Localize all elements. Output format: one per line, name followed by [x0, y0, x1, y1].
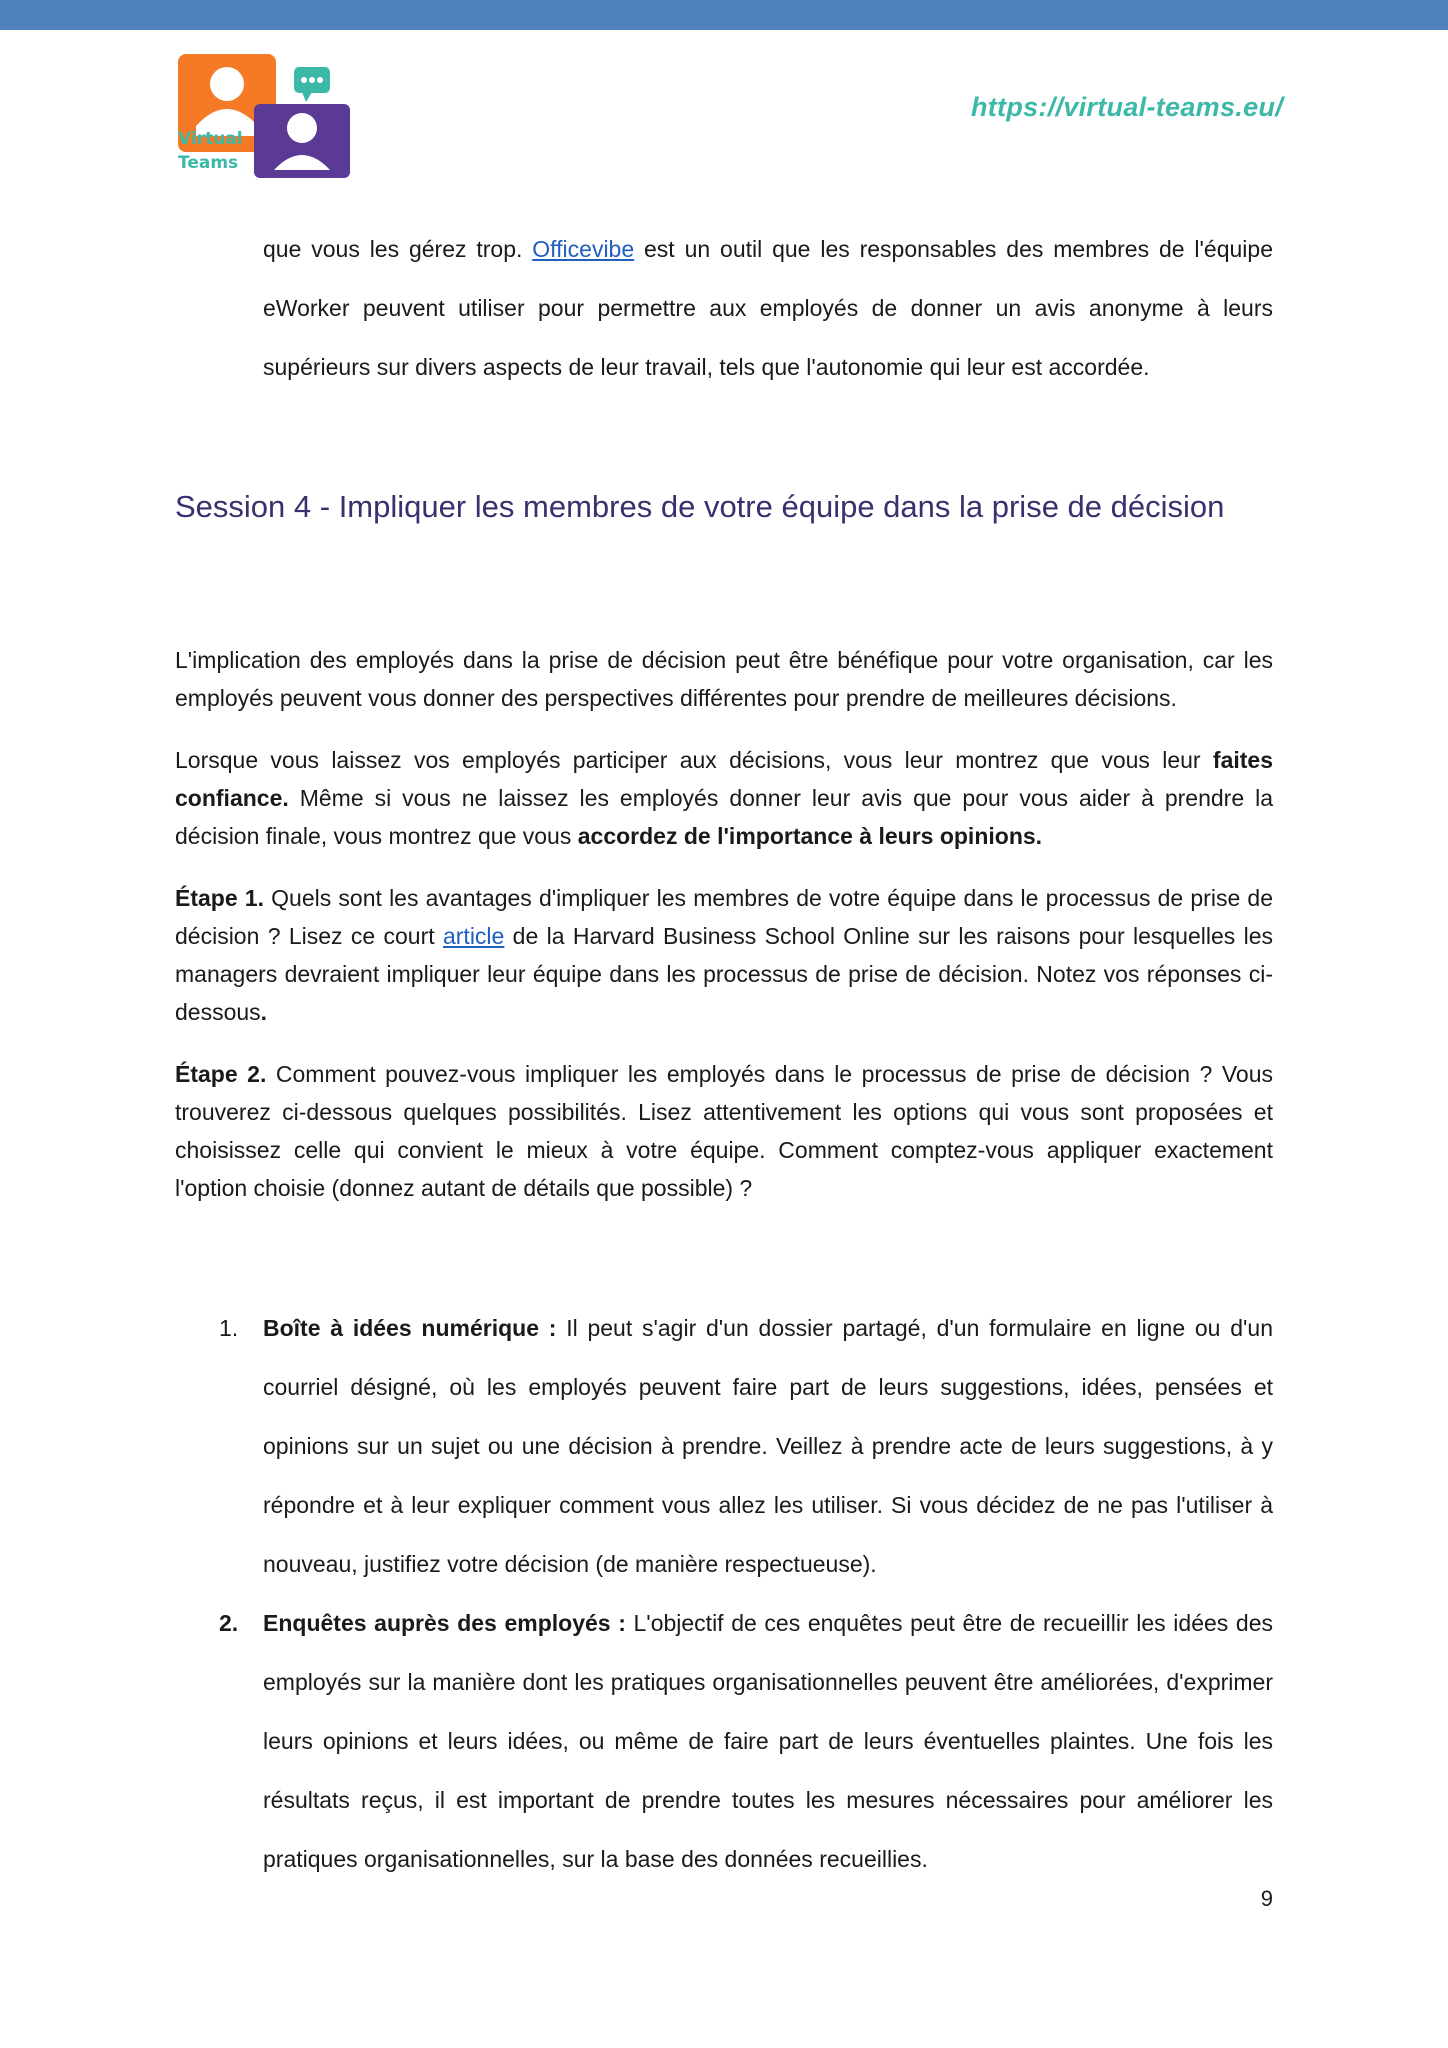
options-list — [175, 1299, 1273, 1889]
logo-text-virtual: Virtual — [178, 129, 243, 149]
list-item-title: Boîte à idées numérique : — [263, 1315, 557, 1341]
virtual-teams-logo — [176, 52, 352, 180]
list-item-title: Enquêtes auprès des employés : — [263, 1610, 626, 1636]
officevibe-link[interactable]: Officevibe — [532, 236, 635, 262]
logo-text-teams: Teams — [178, 153, 239, 173]
list-item-number: 1. — [219, 1315, 239, 1341]
site-url[interactable]: https://virtual-teams.eu/ — [970, 92, 1283, 122]
session-heading: Session 4 - Impliquer les membres de votre équipe dans la prise de décision — [175, 489, 1225, 524]
list-item: 1. Boîte à idées numérique : Il peut s'agir d'un dossier partagé, d'un formulaire en ligne ou d'un courriel désigné, où les employés peuvent faire part de leurs suggestions, idées, pensées et opinions sur un sujet ou une décision à prendre. Veillez à prendre acte de leurs suggestions, à y répondre et à leur expliquer comment vous allez les utiliser. Si vous décidez de ne pas l'utiliser à nouveau, justifiez votre décision (de manière respectueuse). — [175, 1299, 1273, 1594]
top-accent-bar — [0, 0, 1448, 30]
step-2-label: Étape 2. — [175, 1061, 267, 1087]
paragraph-2: Lorsque vous laissez vos employés participer aux décisions, vous leur montrez que vous leur faites confiance. Même si vous ne laissez les employés donner leur avis que pour vous aider à prendre la décision finale, vous montrez que vous accordez de l'importance à leurs opinions. — [175, 747, 1273, 849]
intro-paragraph: que vous les gérez trop. Officevibe est un outil que les responsables des membres de l'équipe eWorker peuvent utiliser pour permettre aux employés de donner un avis anonyme à leurs supérieurs sur divers aspects de leur travail, tels que l'autonomie qui leur est accordée. — [263, 236, 1273, 380]
list-item: 2. Enquêtes auprès des employés : L'objectif de ces enquêtes peut être de recueillir les idées des employés sur la manière dont les pratiques organisationnelles peuvent être améliorées, d'exprimer leurs opinions et leurs idées, ou même de faire part de leurs éventuelles plaintes. Une fois les résultats reçus, il est important de prendre toutes les mesures nécessaires pour améliorer les pratiques organisationnelles, sur la base des données recueillies. — [175, 1594, 1273, 1889]
paragraph-1: L'implication des employés dans la prise de décision peut être bénéfique pour votre organisation, car les employés peuvent vous donner des perspectives différentes pour prendre de meilleures décisions. — [175, 647, 1273, 711]
article-link[interactable]: article — [442, 923, 505, 949]
list-item-number: 2. — [219, 1610, 239, 1636]
step-2-paragraph: Étape 2. Comment pouvez-vous impliquer les employés dans le processus de prise de décision ? Vous trouverez ci-dessous quelques possibilités. Lisez attentivement les options qui vous sont proposées et choisissez celle qui convient le mieux à votre équipe. Comment comptez-vous appliquer exactement l'option choisie (donnez autant de détails que possible) ? — [175, 1061, 1273, 1201]
page-number: 9 — [1260, 1886, 1273, 1911]
step-1-paragraph: Étape 1. Quels sont les avantages d'impliquer les membres de votre équipe dans le processus de prise de décision ? Lisez ce court article de la Harvard Business School Online sur les raisons pour lesquelles les managers devraient impliquer leur équipe dans les processus de prise de décision. Notez vos réponses ci-dessous. — [175, 885, 1274, 1025]
document-body — [175, 220, 1273, 1889]
step-1-label: Étape 1. — [175, 885, 264, 911]
